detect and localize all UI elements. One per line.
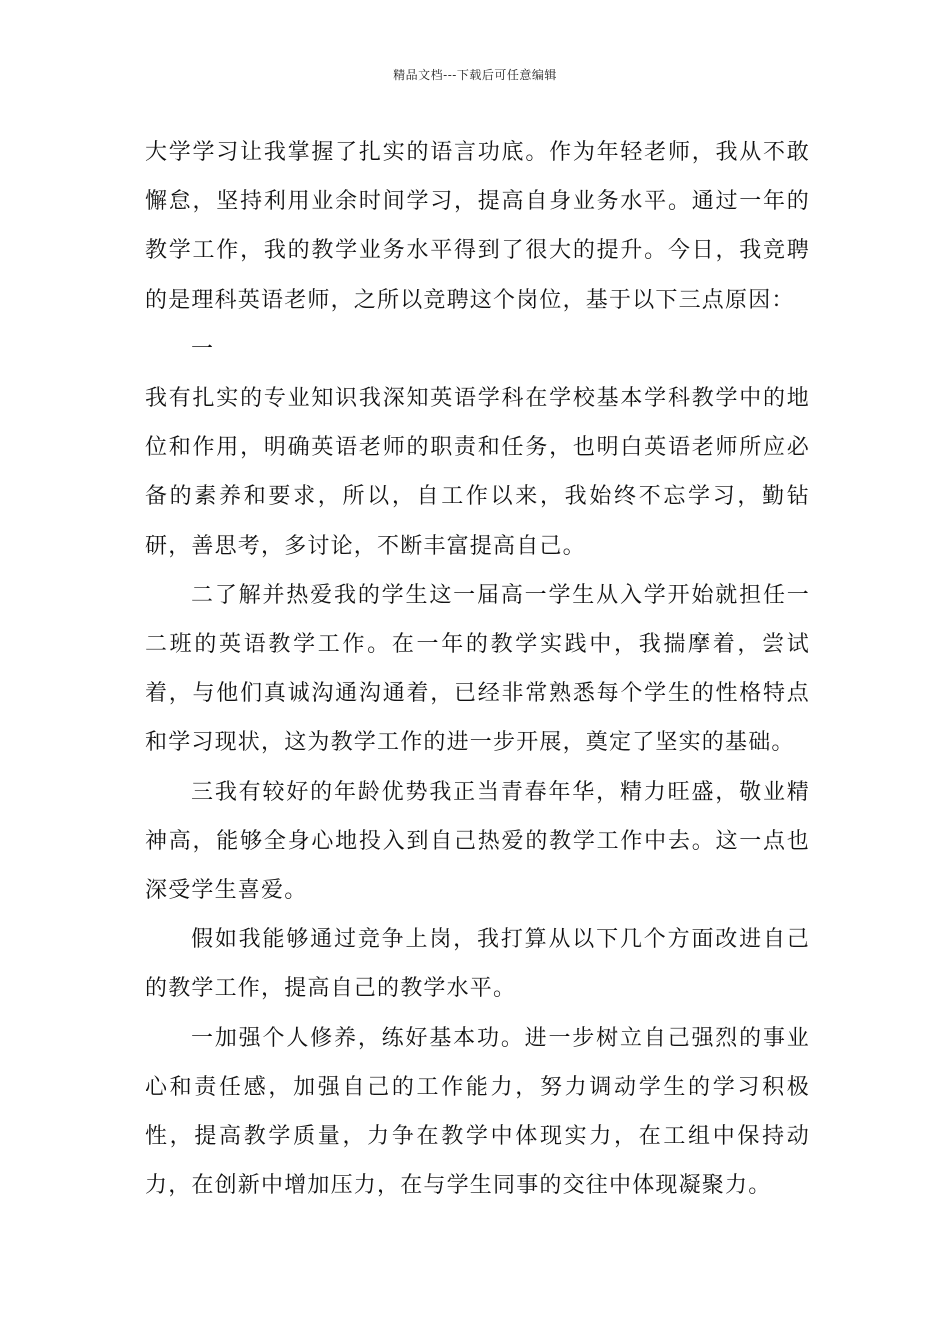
paragraph-intro: 大学学习让我掌握了扎实的语言功底。作为年轻老师，我从不敢懈怠，坚持利用业余时间学习，提高自身业务水平。通过一年的教学工作，我的教学业务水平得到了很大的提升。今日，我竞聘的是理科英语老师，之所以竞聘这个岗位，基于以下三点原因： xyxy=(145,140,810,313)
paragraph-reason-two: 二了解并热爱我的学生这一届高一学生从入学开始就担任一二班的英语教学工作。在一年的教学实践中，我揣摩着，尝试着，与他们真诚沟通沟通着，已经非常熟悉每个学生的性格特点和学习现状，这为教学工作的进一步开展，奠定了坚实的基础。 xyxy=(145,582,810,756)
document-body xyxy=(145,128,810,1210)
paragraph-reason-one: 我有扎实的专业知识我深知英语学科在学校基本学科教学中的地位和作用，明确英语老师的职责和任务，也明白英语老师所应必备的素养和要求，所以，自工作以来，我始终不忘学习，勤钻研，善思考，多讨论，不断丰富提高自己。 xyxy=(145,386,810,559)
page-header: 精品文档---下载后可任意编辑 xyxy=(393,68,557,82)
paragraph-reason-three: 三我有较好的年龄优势我正当青春年华，精力旺盛，敬业精神高，能够全身心地投入到自己热爱的教学工作中去。这一点也深受学生喜爱。 xyxy=(145,779,810,904)
paragraph-plan-one: 一加强个人修养，练好基本功。进一步树立自己强烈的事业心和责任感，加强自己的工作能力，努力调动学生的学习积极性，提高教学质量，力争在教学中体现实力，在工组中保持动力，在创新中增加压力，在与学生同事的交往中体现凝聚力。 xyxy=(145,1025,810,1199)
paragraph-plan-intro: 假如我能够通过竞争上岗，我打算从以下几个方面改进自己的教学工作，提高自己的教学水平。 xyxy=(145,927,810,1002)
paragraph-marker-one: 一 xyxy=(191,336,215,362)
